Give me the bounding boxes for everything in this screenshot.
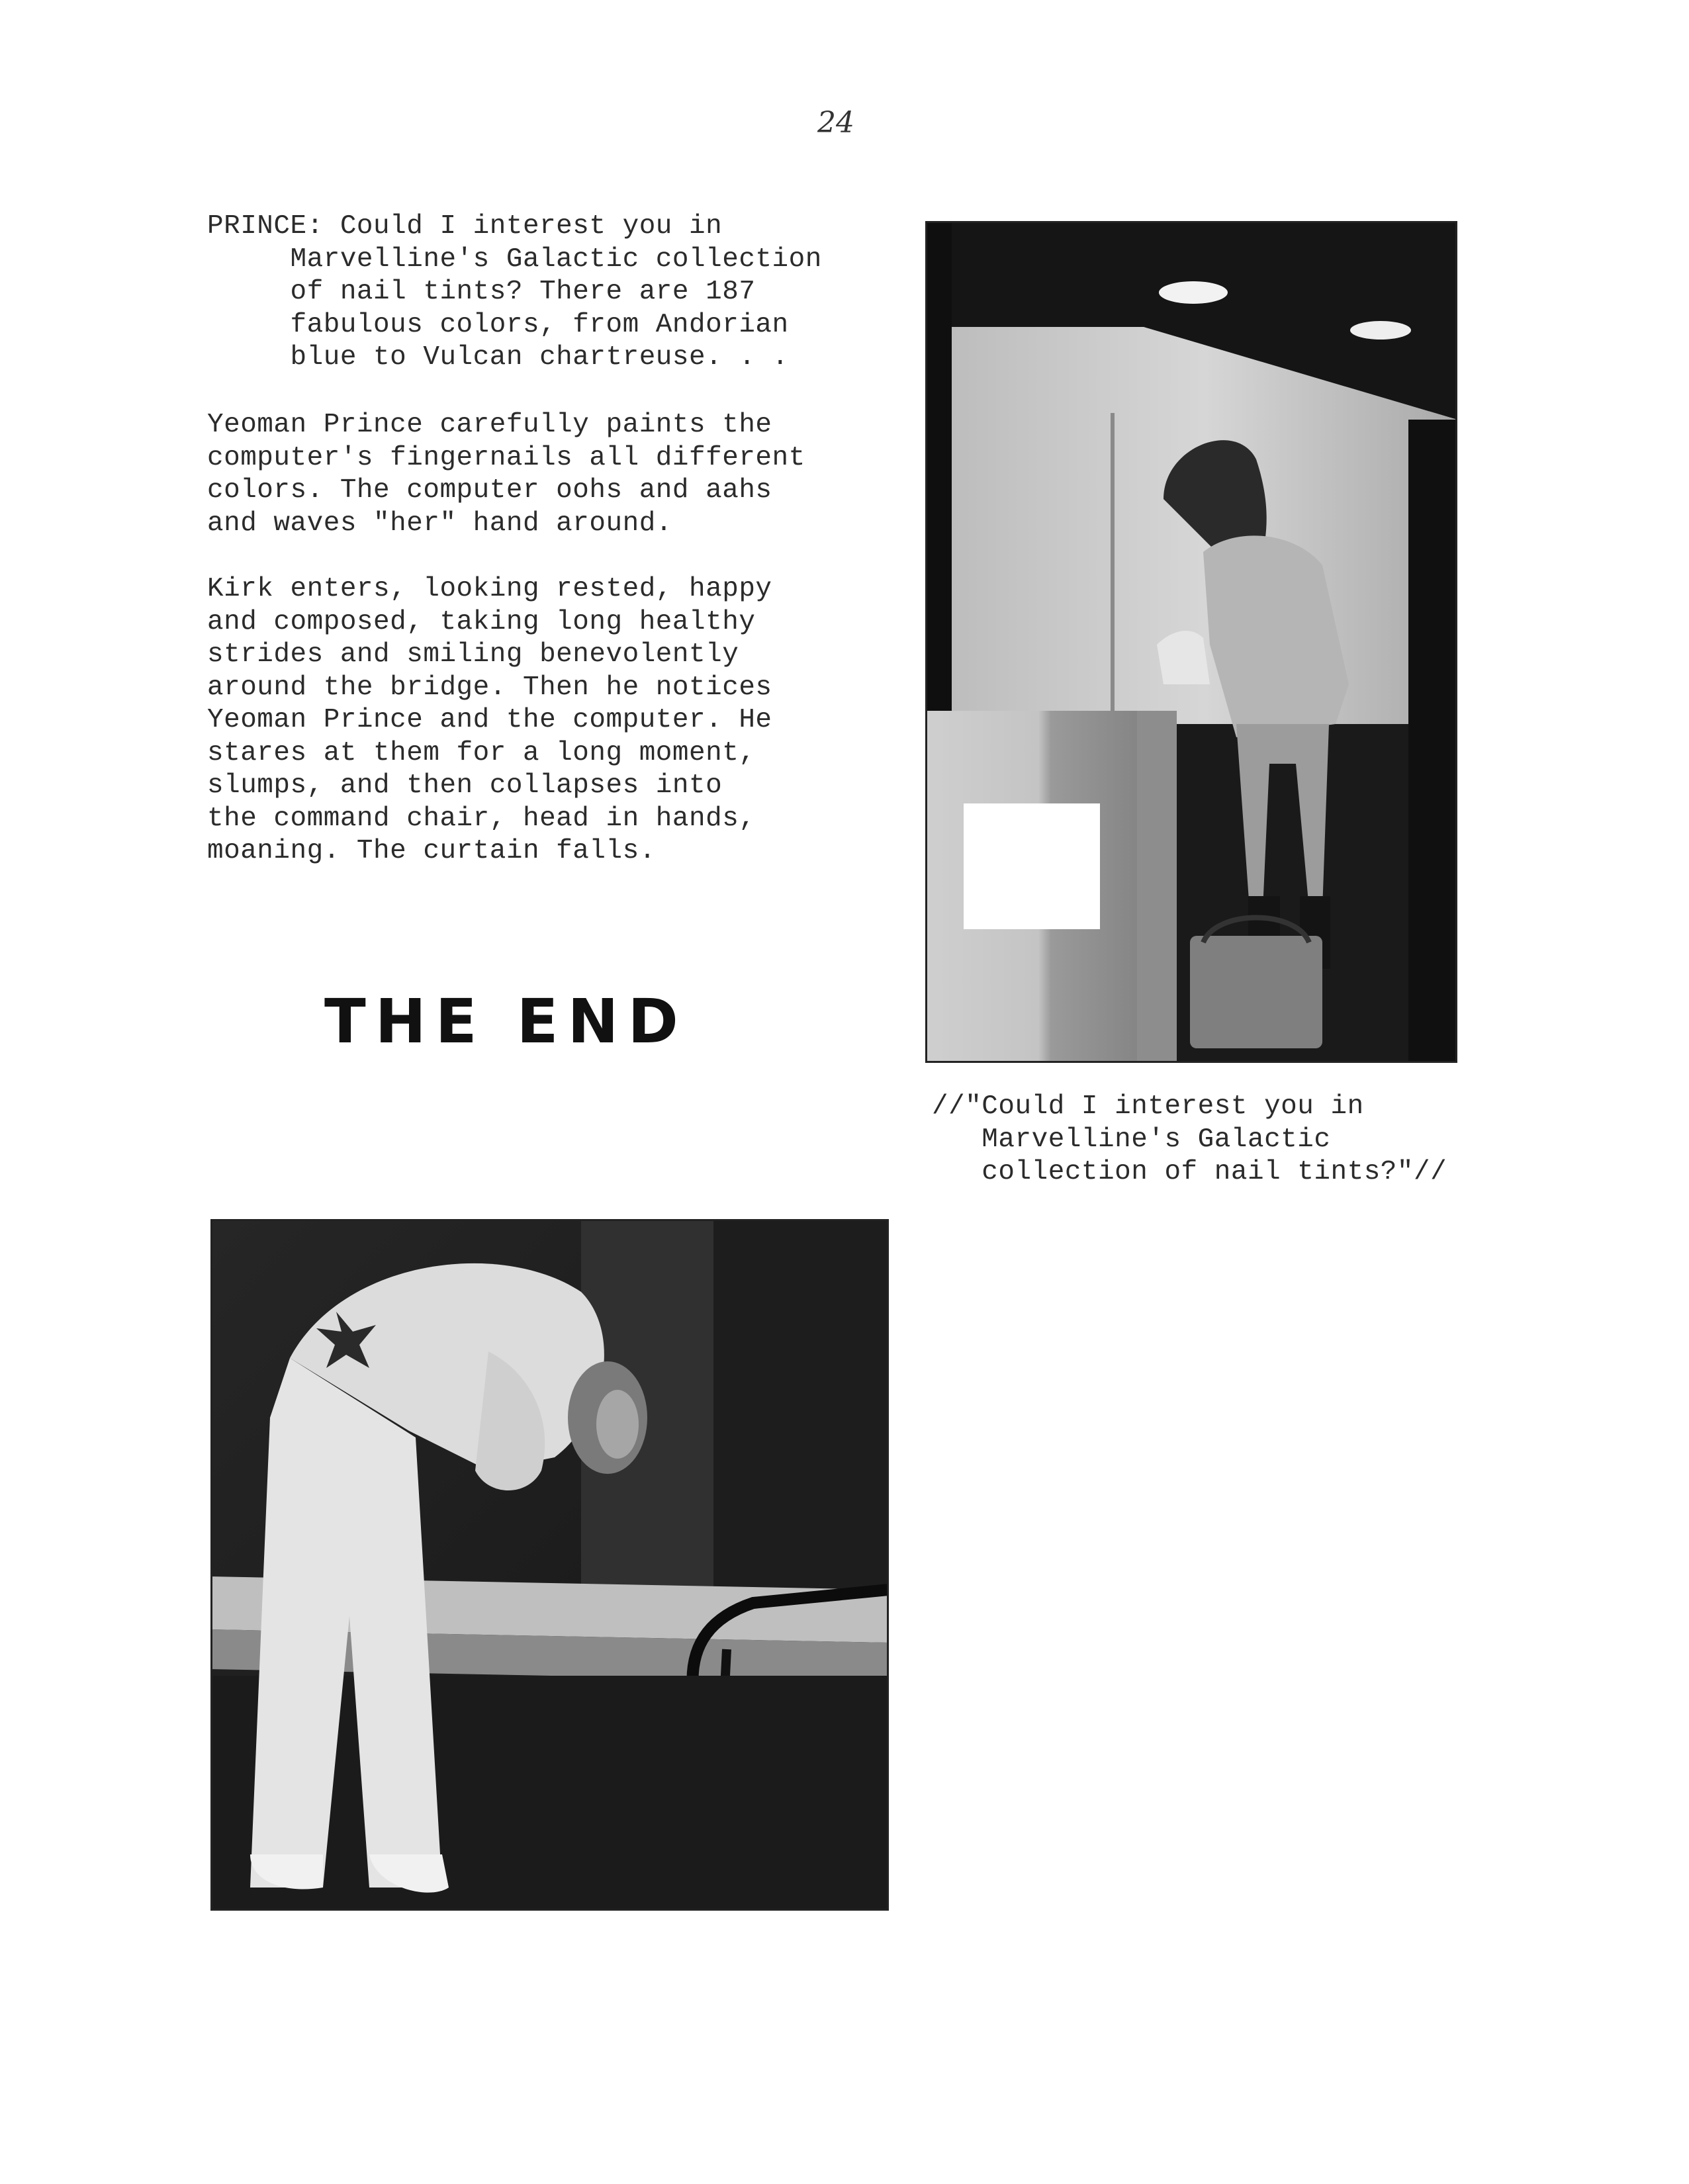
photo-yeoman-image [925,221,1457,1063]
photo-caption: //"Could I interest you in Marvelline's Galactic collection of nail tints?"// [932,1091,1447,1187]
photo-kirk-collapsing [210,1219,889,1911]
prince-dialogue: PRINCE: Could I interest you in Marvelline's Galactic collection of nail tints? There are 187 fabulous colors, from Andorian blue to Vulcan chartreuse. . . [207,211,822,373]
photo-kirk-image [210,1219,889,1911]
page-number: 24 [817,106,854,140]
the-end-heading: THE END [324,986,688,1057]
photo-yeoman-nail-tints [925,221,1457,1063]
stage-direction-kirk: Kirk enters, looking rested, happy and composed, taking long healthy strides and smiling benevolently around the bridge. Then he notices Yeoman Prince and the computer. He stares at them for a long moment, slumps, and then collapses into the command chair, head in hands, moaning. The curtain falls. [207,574,772,866]
stage-direction-yeoman: Yeoman Prince carefully paints the computer's fingernails all different colors. The computer oohs and aahs and waves "her" hand around. [207,410,805,539]
